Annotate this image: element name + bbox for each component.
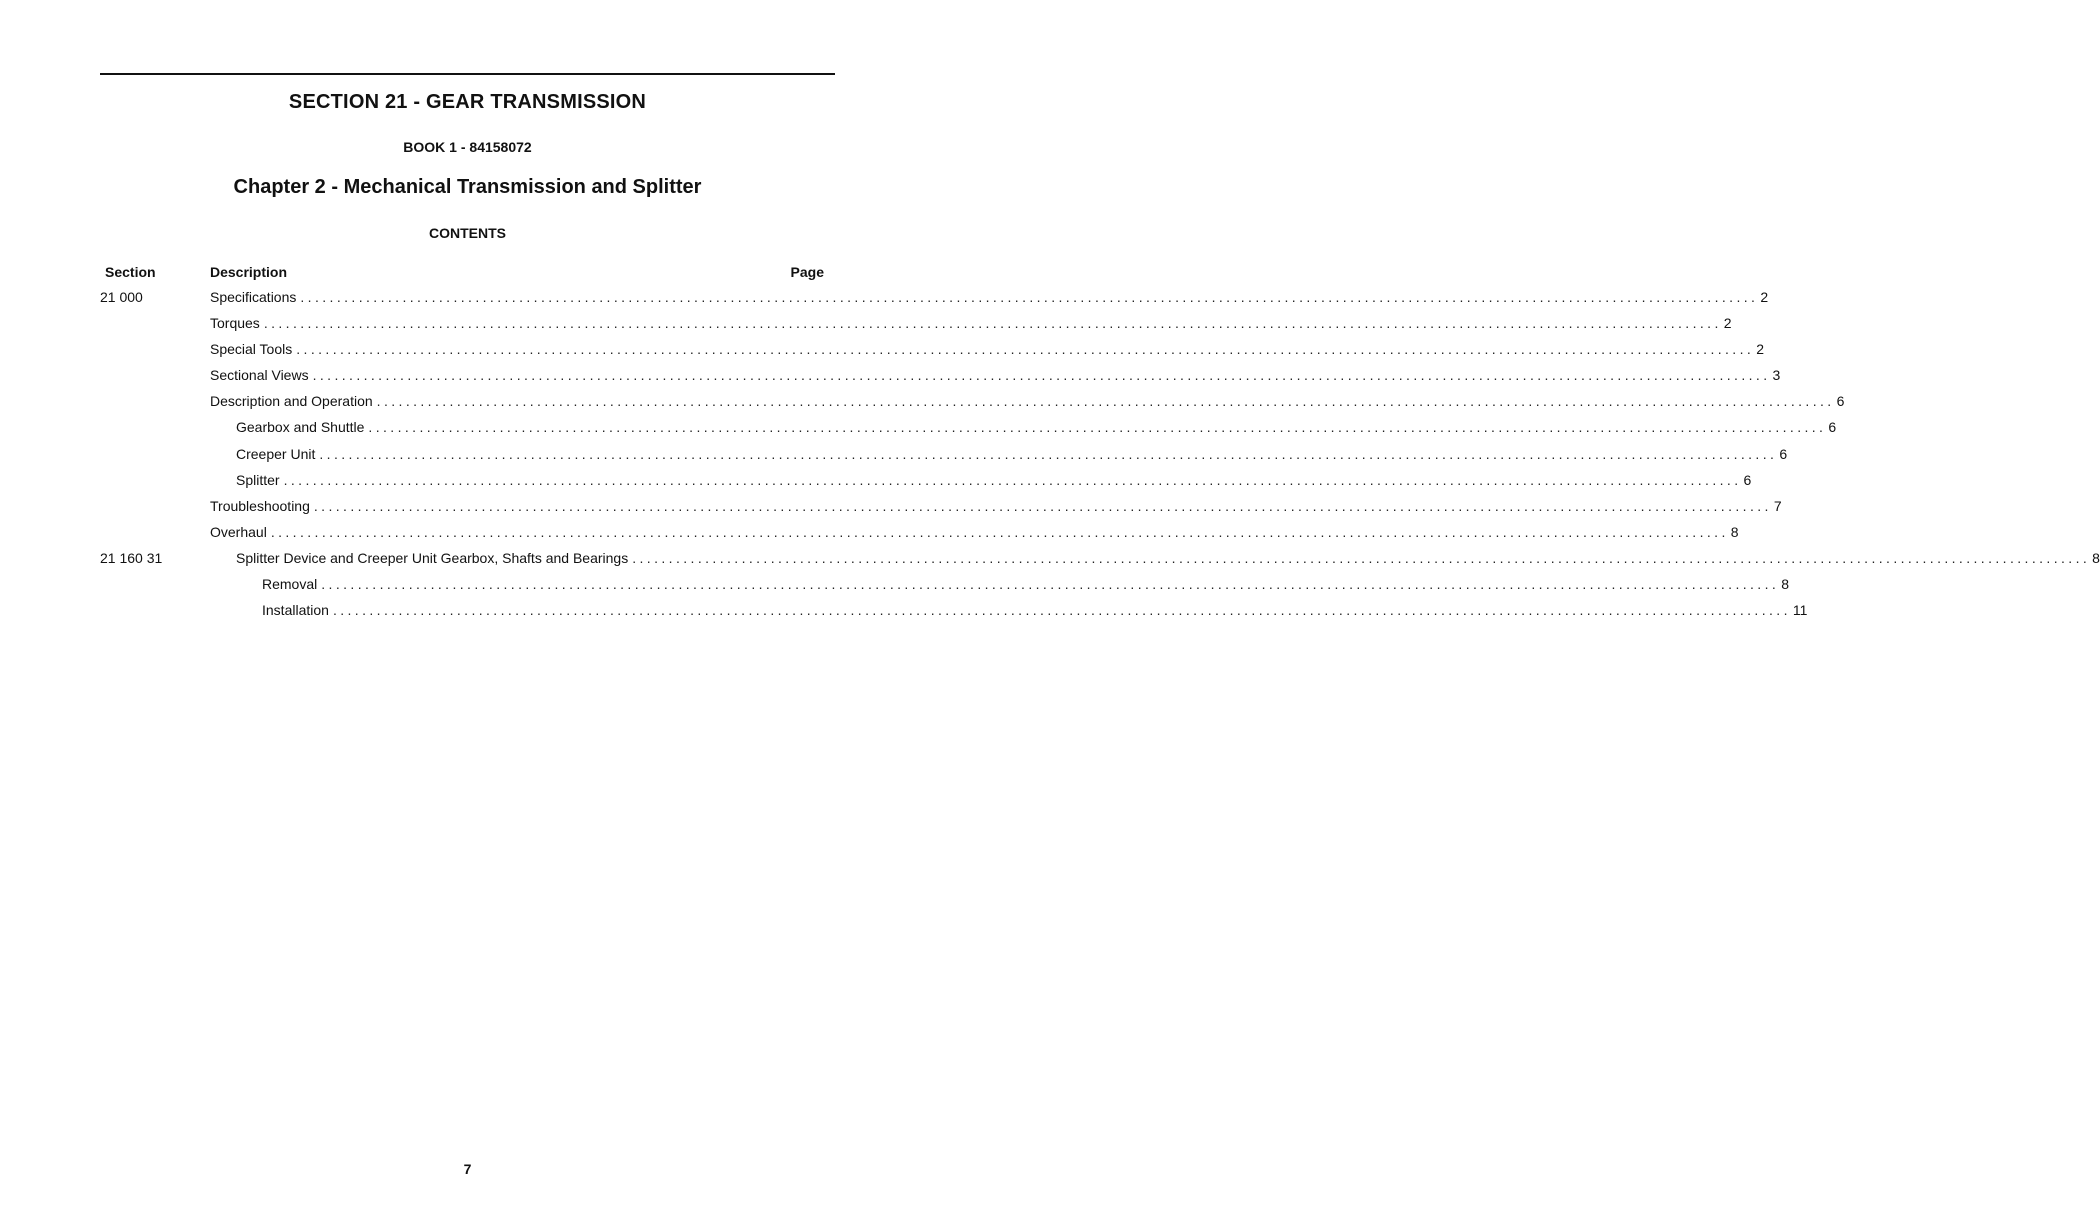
toc-page-number: 6 <box>1836 393 1845 410</box>
toc-page-number: 6 <box>1828 419 1837 436</box>
toc-row <box>0 445 1788 472</box>
chapter-title: Chapter 2 - Mechanical Transmission and Splitter <box>233 176 702 198</box>
dot-leader: ........................................................................................................................................................................................................ <box>332 602 1791 619</box>
dot-leader: ........................................................................................................................................................................................................ <box>368 419 1827 436</box>
contents-heading: CONTENTS <box>429 225 506 241</box>
toc-description: Sectional Views <box>210 367 309 384</box>
toc-row <box>0 471 1752 498</box>
toc-page-number: 7 <box>1773 497 1782 514</box>
toc-row <box>0 602 1808 628</box>
dot-leader: ........................................................................................................................................................................................................ <box>296 341 1755 358</box>
toc-entry <box>210 341 1764 358</box>
toc-entry <box>210 523 1739 540</box>
toc-description: Troubleshooting <box>210 497 310 514</box>
toc-row <box>0 549 2100 576</box>
toc-page-number: 6 <box>1779 445 1788 462</box>
toc-entry <box>210 367 1781 384</box>
toc-row <box>0 315 1732 341</box>
toc-row <box>0 523 1739 550</box>
dot-leader: ........................................................................................................................................................................................................ <box>312 367 1771 384</box>
dot-leader: ........................................................................................................................................................................................................ <box>263 315 1722 332</box>
toc-page-number: 6 <box>1743 471 1752 488</box>
toc-entry <box>236 549 2100 566</box>
toc-entry <box>236 419 1837 436</box>
toc-page-number: 3 <box>1772 367 1781 384</box>
toc-page-number: 8 <box>1730 523 1739 540</box>
toc-entry <box>236 471 1752 488</box>
toc-page-number: 11 <box>1792 602 1808 619</box>
toc-section-number: 21 160 31 <box>100 549 163 566</box>
toc-entry <box>210 497 1782 514</box>
toc-description: Overhaul <box>210 523 267 540</box>
toc-description: Special Tools <box>210 341 293 358</box>
toc-row <box>0 497 1782 524</box>
toc-row <box>0 289 1769 315</box>
toc-description: Description and Operation <box>210 393 373 410</box>
dot-leader: ........................................................................................................................................................................................................ <box>270 523 1729 540</box>
top-rule <box>100 73 835 75</box>
toc-entry <box>262 602 1808 619</box>
toc-description: Specifications <box>210 289 297 305</box>
page-column-header: Page <box>790 264 824 280</box>
dot-leader: ........................................................................................................................................................................................................ <box>632 549 2091 566</box>
toc-entry <box>262 576 1789 593</box>
page-number: 7 <box>463 1161 472 1177</box>
toc-page-number: 2 <box>1723 315 1732 332</box>
dot-leader: ........................................................................................................................................................................................................ <box>376 393 1835 410</box>
toc-entry <box>210 289 1769 305</box>
toc-page-number: 8 <box>2092 549 2100 566</box>
table-of-contents <box>0 289 2100 628</box>
dot-leader: ........................................................................................................................................................................................................ <box>321 576 1780 593</box>
toc-description: Splitter Device and Creeper Unit Gearbox, Shafts and Bearings <box>236 549 629 566</box>
toc-page-number: 8 <box>1781 576 1789 593</box>
toc-row <box>0 576 1789 602</box>
toc-page-number: 2 <box>1756 341 1764 358</box>
toc-description: Gearbox and Shuttle <box>236 419 365 436</box>
dot-leader: ........................................................................................................................................................................................................ <box>319 445 1778 462</box>
toc-description: Installation <box>262 602 329 619</box>
dot-leader: ........................................................................................................................................................................................................ <box>283 471 1742 488</box>
toc-description: Torques <box>210 315 260 332</box>
toc-row <box>0 367 1781 393</box>
toc-column-headers <box>0 264 935 282</box>
toc-entry <box>210 393 1845 410</box>
toc-entry <box>236 445 1788 462</box>
toc-description: Splitter <box>236 471 280 488</box>
section-title: SECTION 21 - GEAR TRANSMISSION <box>288 91 647 113</box>
toc-row <box>0 419 1837 445</box>
toc-row <box>0 341 1764 367</box>
toc-row <box>0 393 1845 419</box>
section-column-header: Section <box>105 264 156 280</box>
description-column-header: Description <box>210 264 288 280</box>
dot-leader: ........................................................................................................................................................................................................ <box>313 497 1772 514</box>
toc-entry <box>210 315 1732 332</box>
book-number: BOOK 1 - 84158072 <box>403 139 532 155</box>
toc-description: Removal <box>262 576 318 593</box>
toc-section-number: 21 000 <box>100 289 143 305</box>
toc-page-number: 2 <box>1760 289 1769 305</box>
toc-description: Creeper Unit <box>236 445 316 462</box>
dot-leader: ........................................................................................................................................................................................................ <box>300 289 1759 305</box>
